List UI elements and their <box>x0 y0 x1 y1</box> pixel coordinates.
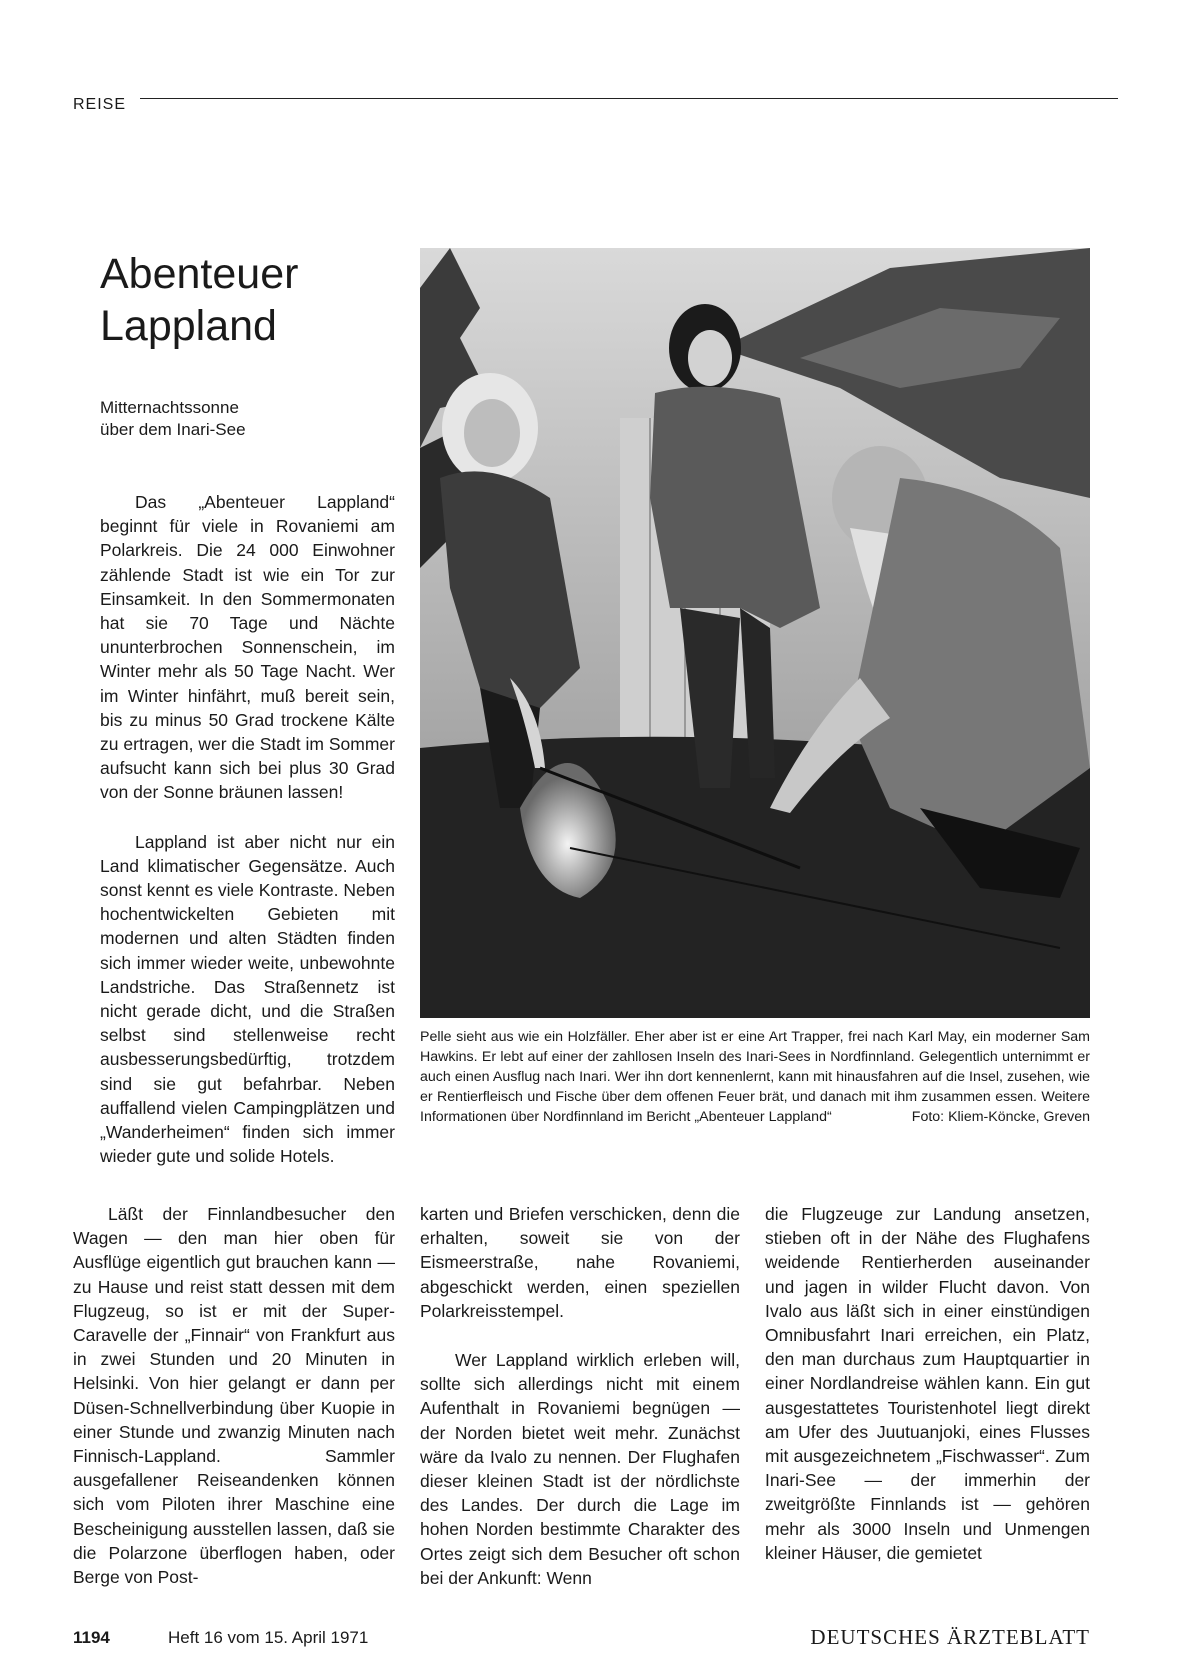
page-number: 1194 <box>73 1628 110 1647</box>
headline-line-1: Abenteuer <box>100 250 299 298</box>
article-headline <box>100 248 298 352</box>
section-label: REISE <box>73 96 127 113</box>
body-paragraph-1: Läßt der Finnlandbesucher den Wagen — den man hier oben für Ausflüge eigentlich gut brauchen kann — zu Hause und reist statt dessen mit dem Flugzeug, so ist er mit der Super-Caravelle der „Finnair“ von Frankfurt aus in zwei Stunden und 20 Minuten in Helsinki. Von hier gelangt er dann per Düsen-Schnellverbindung über Kuopie in einer Stunde und zwanzig Minuten nach Finnisch-Lappland. Sammler ausgefallener Reiseandenken können sich vom Piloten ihrer Maschine eine Bescheinigung ausstellen lassen, daß sie die Polarzone überflogen haben, oder Berge von Post- <box>73 1204 395 1588</box>
header-rule <box>140 98 1118 99</box>
body-paragraph-3: die Flugzeuge zur Landung ansetzen, stieben oft in der Nähe des Flughafens weidende Rentierherden auseinander und jagen in wilder Flucht davon. Von Ivalo aus läßt sich in einer einstündigen Omnibusfahrt Inari erreichen, ein Platz, den man durchaus zum Hauptquartier in einer Nordlandreise wählen kann. Ein gut ausgestattetes Touristenhotel liegt direkt am Ufer des Juutuanjoki, eines Flusses mit ausgezeichnetem „Fischwasser“. Zum Inari-See — der immerhin der zweitgrößte Finnlands ist — gehören mehr als 3000 Inseln und Unmengen kleiner Häuser, die gemietet <box>765 1204 1090 1563</box>
photo-caption <box>420 1027 1090 1127</box>
article-photo <box>420 248 1090 1018</box>
photo-credit: Foto: Kliem-Köncke, Greven <box>911 1109 1090 1125</box>
body-paragraph-2b: Wer Lappland wirklich erleben will, sollte sich allerdings nicht mit einem Aufenthalt in Rovaniemi begnügen — der Norden bietet weit mehr. Zunächst wäre da Ivalo zu nennen. Der Flughafen dieser kleinen Stadt ist der nördlichste des Landes. Der durch die Lage im hohen Norden bestimmte Charakter des Ortes zeigt sich dem Besucher oft schon bei der Ankunft: Wenn <box>420 1350 740 1588</box>
subhead-line-2: über dem Inari-See <box>100 420 246 439</box>
article-subhead <box>100 397 246 441</box>
body-column-1 <box>73 1202 395 1589</box>
journal-name: DEUTSCHES ÄRZTEBLATT <box>810 1625 1090 1649</box>
caption-text: Pelle sieht aus wie ein Holzfäller. Eher aber ist er eine Art Trapper, frei nach Karl May, ein moderner Sam Hawkins. Er lebt auf einer der zahllosen Inseln des Inari-Sees in Nordfinnland. Gelegentlich unternimmt er auch einen Ausflug nach Inari. Wer ihn dort kennenlernt, kann mit hinausfahren auf die Insel, zusehen, wie er Rentierfleisch und Fische über dem offenen Feuer brät, und danach mit ihm zusammen essen. Weitere Informationen über Nordfinnland im Bericht „Abenteuer Lappland“ <box>420 1029 1090 1125</box>
issue-info: Heft 16 vom 15. April 1971 <box>168 1628 369 1647</box>
intro-paragraph-1: Das „Abenteuer Lappland“ beginnt für viele in Rovaniemi am Polarkreis. Die 24 000 Einwohner zählende Stadt ist wie ein Tor zur Einsamkeit. In den Sommermonaten hat sie 70 Tage und Nächte ununterbrochen Sonnenschein, im Winter mehr als 50 Tage Nacht. Wer im Winter hinfährt, muß bereit sein, bis zu minus 50 Grad trockene Kälte zu ertragen, wer die Stadt im Sommer aufsucht kann sich bei plus 30 Grad von der Sonne bräunen lassen! <box>100 492 395 803</box>
photo-illustration <box>420 248 1090 1018</box>
body-column-3 <box>765 1202 1090 1565</box>
headline-line-2: Lappland <box>100 302 277 350</box>
body-column-2 <box>420 1202 740 1590</box>
intro-paragraph-2: Lappland ist aber nicht nur ein Land klimatischer Gegensätze. Auch sonst kennt es viele Kontraste. Neben hochentwickelten Gebieten mit modernen und alten Städten finden sich immer wieder weite, unbewohnte Landstriche. Das Straßennetz ist nicht gerade dicht, und die Straßen selbst sind stellenweise recht ausbesserungsbedürftig, trotzdem sind sie gut befahrbar. Neben auffallend vielen Campingplätzen und „Wanderheimen“ finden sich immer wieder gute und solide Hotels. <box>100 831 395 1167</box>
intro-column <box>100 490 395 1168</box>
body-paragraph-2a: karten und Briefen verschicken, denn die erhalten, soweit sie von der Eismeerstraße, nahe Rovaniemi, abgeschickt werden, einen speziellen Polarkreisstempel. <box>420 1204 740 1321</box>
subhead-line-1: Mitternachtssonne <box>100 398 239 417</box>
